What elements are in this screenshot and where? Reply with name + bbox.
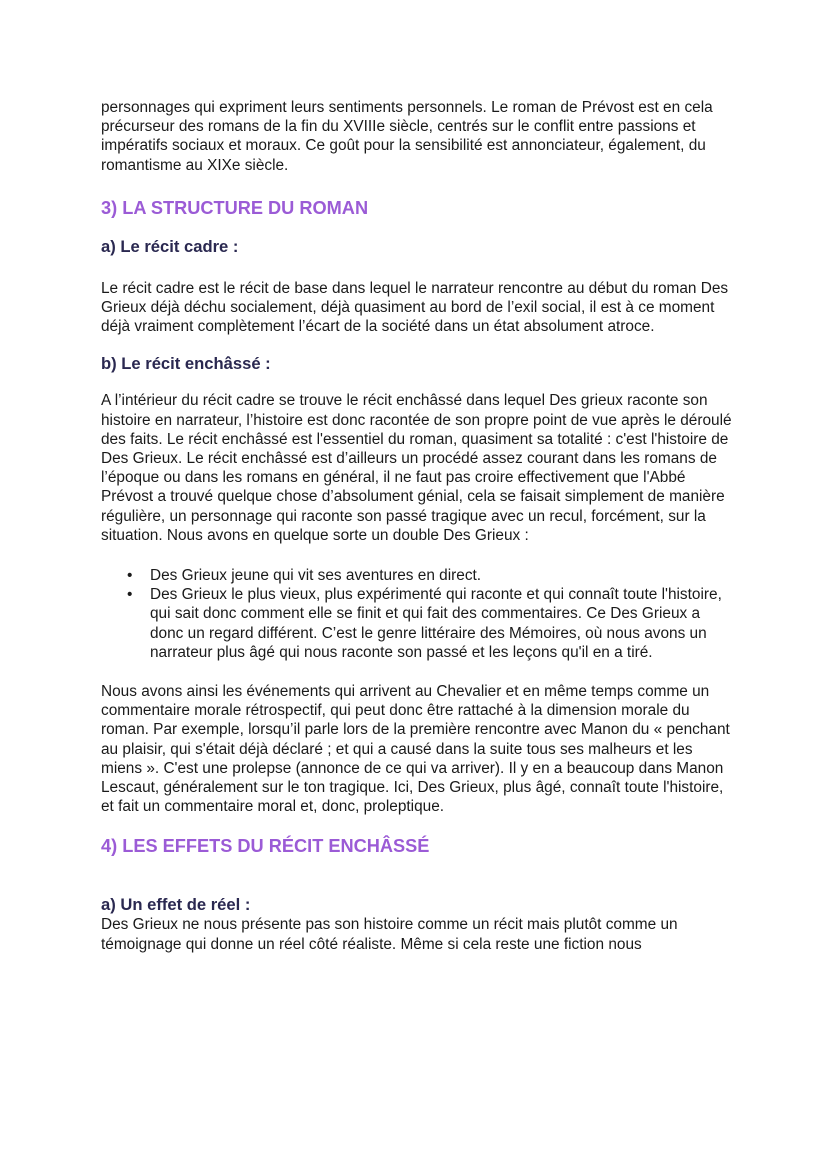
bullet-list [101, 566, 736, 662]
list-item [101, 566, 736, 585]
bullet-icon: • [127, 567, 133, 585]
list-item-text: Des Grieux jeune qui vit ses aventures en direct. [150, 567, 482, 585]
bullet-icon: • [127, 586, 133, 604]
section-3a-paragraph: Le récit cadre est le récit de base dans lequel le narrateur rencontre au début du roman Des Grieux déjà déchu socialement, déjà quasiment au bord de l’exil social, il est à ce moment déjà vraiment complètement l’écart de la société dans un état absolument atroce. [101, 279, 729, 336]
list-item [101, 585, 736, 662]
section-4a-paragraph: Des Grieux ne nous présente pas son histoire comme un récit mais plutôt comme un témoignage qui donne un réel côté réaliste. Même si cela reste une fiction nous [101, 916, 678, 953]
document-page [101, 98, 736, 954]
section-3b-paragraph: A l’intérieur du récit cadre se trouve le récit enchâssé dans lequel Des grieux raconte son histoire en narrateur, l’histoire est donc racontée de son propre point de vue après le déroulé des faits. Le récit enchâssé est l'essentiel du roman, quasiment sa totalité : c'est l'histoire de Des Grieux. Le récit enchâssé est d’ailleurs un procédé assez courant dans les romans de l’époque ou dans les romans en général, il ne faut pas croire effectivement que l'Abbé Prévost a trouvé quelque chose d’absolument génial, cela se faisait simplement de manière régulière, un personnage qui raconte son passé tragique avec un recul, forcément, sur la situation. Nous avons en quelque sorte un double Des Grieux : [101, 392, 732, 544]
section-4a-heading: a) Un effet de réel : [101, 895, 251, 915]
section-4-heading: 4) LES EFFETS DU RÉCIT ENCHÂSSÉ [101, 836, 430, 857]
section-3b-closing-paragraph: Nous avons ainsi les événements qui arrivent au Chevalier et en même temps comme un commentaire morale rétrospectif, qui peut donc être rattaché à la dimension morale du roman. Par exemple, lorsqu’il parle lors de la première rencontre avec Manon du « penchant au plaisir, qui s'était déjà déclaré ; et qui a causé dans la suite tous ses malheurs et les miens ». C'est une prolepse (annonce de ce qui va arriver). Il y en a beaucoup dans Manon Lescaut, généralement sur le ton tragique. Ici, Des Grieux, plus âgé, connaît toute l'histoire, et fait un commentaire moral et, donc, proleptique. [101, 683, 730, 816]
list-item-text: Des Grieux le plus vieux, plus expérimenté qui raconte et qui connaît toute l'histoire, qui sait donc comment elle se finit et qui fait des commentaires. Ce Des Grieux a donc un regard différent. C’est le genre littéraire des Mémoires, où nous avons un narrateur plus âgé qui nous raconte son passé et les leçons qu'il en a tiré. [150, 586, 722, 661]
section-3-heading: 3) LA STRUCTURE DU ROMAN [101, 197, 369, 218]
section-3a-heading: a) Le récit cadre : [101, 236, 239, 256]
intro-paragraph: personnages qui expriment leurs sentiments personnels. Le roman de Prévost est en cela précurseur des romans de la fin du XVIIIe siècle, centrés sur le conflit entre passions et impératifs sociaux et moraux. Ce goût pour la sensibilité est annonciateur, également, du romantisme au XIXe siècle. [101, 99, 713, 174]
section-3b-heading: b) Le récit enchâssé : [101, 354, 271, 374]
